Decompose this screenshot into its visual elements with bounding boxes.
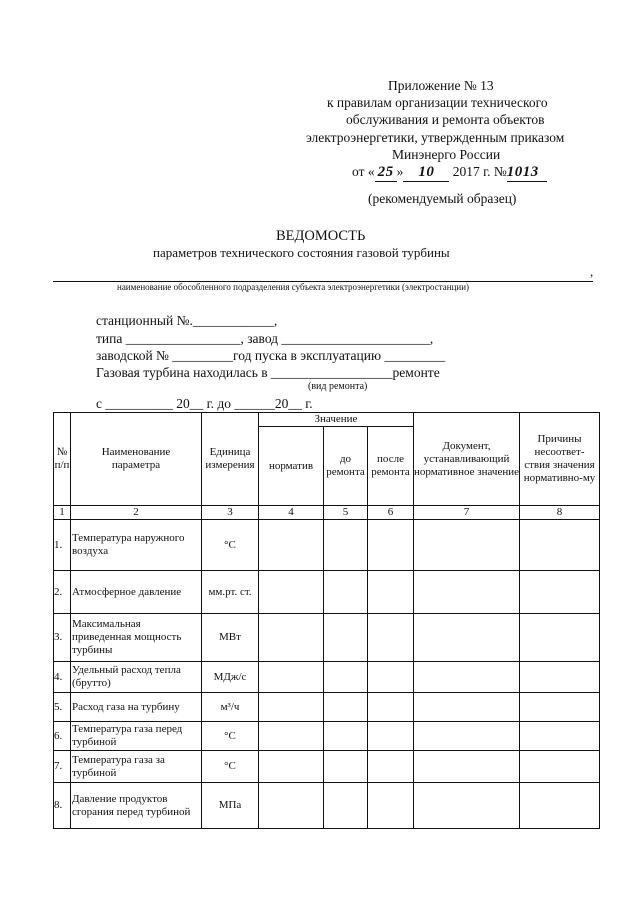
date-prefix: от « [352, 164, 375, 179]
cell-reasons[interactable] [520, 693, 600, 722]
cell-before[interactable] [324, 722, 368, 751]
parameters-table [53, 412, 600, 829]
cell-document[interactable] [414, 693, 520, 722]
cell-after[interactable] [368, 614, 414, 662]
table-row [54, 571, 600, 614]
appendix-line-3: обслуживания и ремонта объектов [346, 112, 545, 127]
cell-before[interactable] [324, 751, 368, 783]
cell-after[interactable] [368, 722, 414, 751]
org-name-caption: наименование обособленного подразделения субъекта электроэнергетики (электростанции) [117, 282, 470, 292]
row-unit: МДж/с [202, 662, 259, 693]
row-num: 4. [54, 662, 71, 693]
appendix-line-4: электроэнергетики, утвержденным приказом [306, 130, 565, 145]
cell-reasons[interactable] [520, 520, 600, 571]
cell-before[interactable] [324, 693, 368, 722]
field-type-factory: типа _________________, завод ______________________, [96, 331, 434, 346]
row-unit: °С [202, 722, 259, 751]
cell-norm[interactable] [259, 693, 324, 722]
cell-document[interactable] [414, 571, 520, 614]
cell-document[interactable] [414, 722, 520, 751]
row-num: 8. [54, 783, 71, 829]
date-number-handwritten: 1013 [507, 164, 547, 182]
header-name: Наименование параметра [71, 413, 202, 506]
header-unit: Единица измерения [202, 413, 259, 506]
col-number: 4 [259, 506, 324, 520]
col-number: 5 [324, 506, 368, 520]
cell-after[interactable] [368, 662, 414, 693]
column-number-row [54, 506, 600, 520]
repair-type-caption: (вид ремонта) [308, 381, 368, 392]
cell-norm[interactable] [259, 722, 324, 751]
col-number: 6 [368, 506, 414, 520]
row-param-name: Температура газа перед турбиной [71, 722, 202, 751]
cell-reasons[interactable] [520, 662, 600, 693]
cell-document[interactable] [414, 751, 520, 783]
row-num: 6. [54, 722, 71, 751]
cell-norm[interactable] [259, 520, 324, 571]
document-title: ВЕДОМОСТЬ [276, 228, 366, 244]
cell-document[interactable] [414, 662, 520, 693]
cell-after[interactable] [368, 693, 414, 722]
cell-norm[interactable] [259, 751, 324, 783]
cell-reasons[interactable] [520, 783, 600, 829]
table-row [54, 783, 600, 829]
row-unit: м³/ч [202, 693, 259, 722]
document-subtitle: параметров технического состояния газовой турбины [153, 245, 450, 260]
cell-reasons[interactable] [520, 571, 600, 614]
header-reasons: Причины несоответ-ствия значения нормативно-му [520, 413, 600, 506]
row-num: 7. [54, 751, 71, 783]
appendix-line-1: Приложение № 13 [388, 78, 494, 93]
cell-before[interactable] [324, 662, 368, 693]
table-row [54, 693, 600, 722]
cell-reasons[interactable] [520, 751, 600, 783]
date-day-handwritten: 25 [375, 164, 397, 182]
date-year: 2017 г. № [452, 164, 507, 179]
field-period: с __________ 20__ г. до ______20__ г. [96, 396, 313, 411]
cell-before[interactable] [324, 783, 368, 829]
header-value-group: Значение [259, 413, 414, 427]
cell-before[interactable] [324, 571, 368, 614]
col-number: 2 [71, 506, 202, 520]
cell-reasons[interactable] [520, 614, 600, 662]
appendix-line-5: Минэнерго России [392, 147, 501, 162]
row-unit: МВт [202, 614, 259, 662]
appendix-date [352, 163, 547, 182]
col-number: 7 [414, 506, 520, 520]
cell-norm[interactable] [259, 571, 324, 614]
cell-after[interactable] [368, 520, 414, 571]
row-unit: мм.рт. ст. [202, 571, 259, 614]
table-row [54, 722, 600, 751]
cell-before[interactable] [324, 520, 368, 571]
recommended-sample: (рекомендуемый образец) [368, 191, 517, 206]
date-month-handwritten: 10 [403, 164, 449, 182]
header-num: № п/п [54, 413, 71, 506]
header-after-repair: после ремонта [368, 427, 414, 506]
cell-document[interactable] [414, 783, 520, 829]
cell-norm[interactable] [259, 783, 324, 829]
row-param-name: Максимальная приведенная мощность турбины [71, 614, 202, 662]
cell-norm[interactable] [259, 614, 324, 662]
date-mid: » [396, 164, 404, 179]
cell-document[interactable] [414, 614, 520, 662]
table-row [54, 662, 600, 693]
col-number: 1 [54, 506, 71, 520]
field-serial-year: заводской № _________год пуска в эксплуатацию _________ [96, 348, 446, 363]
row-param-name: Температура наружного воздуха [71, 520, 202, 571]
field-repair-status: Газовая турбина находилась в __________________ремонте [96, 365, 440, 380]
cell-after[interactable] [368, 783, 414, 829]
row-unit: МПа [202, 783, 259, 829]
header-norm: норматив [259, 427, 324, 506]
col-number: 3 [202, 506, 259, 520]
row-param-name: Атмосферное давление [71, 571, 202, 614]
row-unit: °С [202, 520, 259, 571]
cell-reasons[interactable] [520, 722, 600, 751]
header-document: Документ, устанавливающий нормативное значение [414, 413, 520, 506]
row-param-name: Расход газа на турбину [71, 693, 202, 722]
row-num: 1. [54, 520, 71, 571]
header-before-repair: до ремонта [324, 427, 368, 506]
row-param-name: Температура газа за турбиной [71, 751, 202, 783]
appendix-line-2: к правилам организации технического [327, 95, 548, 110]
row-num: 5. [54, 693, 71, 722]
row-param-name: Давление продуктов сгорания перед турбиной [71, 783, 202, 829]
table-row [54, 520, 600, 571]
row-unit: °С [202, 751, 259, 783]
table-row [54, 614, 600, 662]
cell-after[interactable] [368, 751, 414, 783]
col-number: 8 [520, 506, 600, 520]
cell-norm[interactable] [259, 662, 324, 693]
field-station-number: станционный №.____________, [96, 313, 278, 328]
cell-document[interactable] [414, 520, 520, 571]
table-row [54, 751, 600, 783]
cell-before[interactable] [324, 614, 368, 662]
org-line-comma: , [590, 264, 594, 279]
row-num: 2. [54, 571, 71, 614]
row-param-name: Удельный расход тепла (брутто) [71, 662, 202, 693]
row-num: 3. [54, 614, 71, 662]
cell-after[interactable] [368, 571, 414, 614]
